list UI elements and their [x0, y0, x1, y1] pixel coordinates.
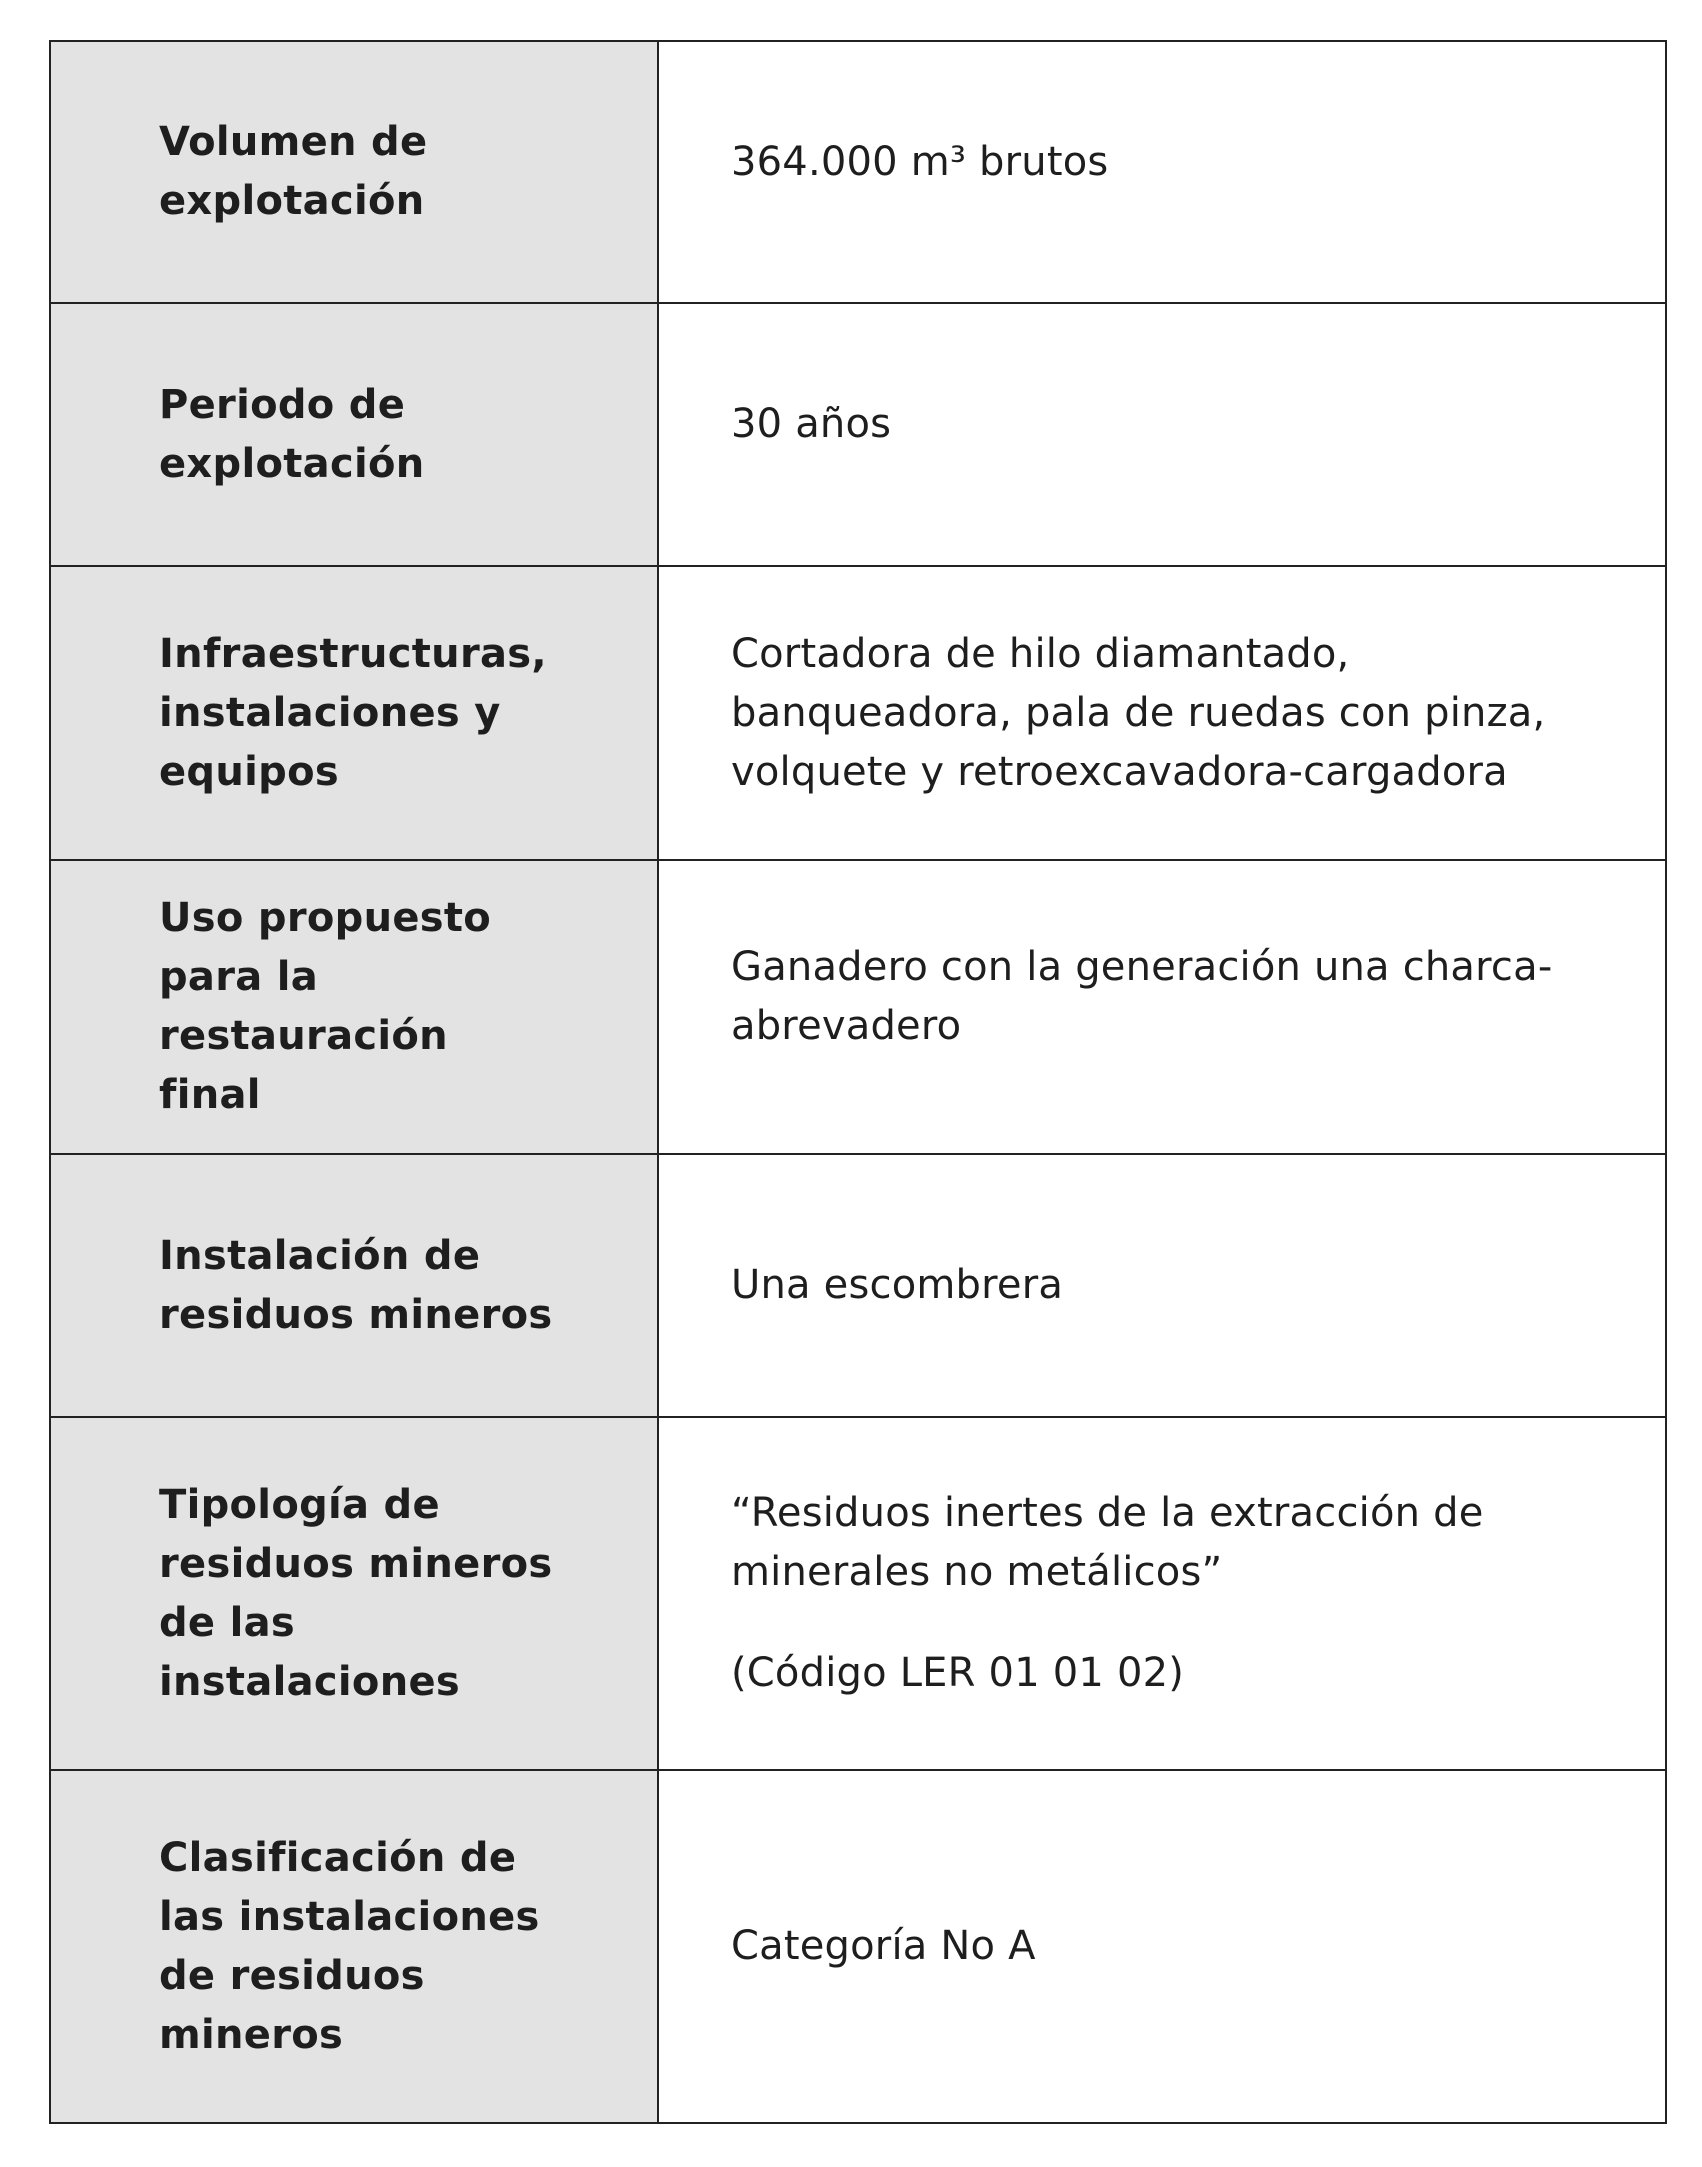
- row-value-text: 30 años: [731, 401, 892, 447]
- row-value-cell: [658, 566, 1666, 860]
- row-value-text: “Residuos inertes de la extracción de minerales no metálicos”: [731, 1490, 1484, 1595]
- row-value: [659, 133, 1665, 192]
- table-row: [50, 1417, 1666, 1770]
- row-value-cell: [658, 303, 1666, 566]
- row-value-cell: [658, 1770, 1666, 2123]
- row-label-cell: [50, 1154, 658, 1417]
- project-summary-table: [49, 40, 1667, 2124]
- row-value-text: Categoría No A: [731, 1923, 1036, 1969]
- row-value: [659, 1917, 1665, 1976]
- row-value-cell: [658, 860, 1666, 1154]
- row-value-text: Una escombrera: [731, 1262, 1064, 1308]
- row-label-cell: [50, 303, 658, 566]
- table-row: [50, 1154, 1666, 1417]
- row-label: Instalación de residuos mineros: [159, 1232, 553, 1338]
- row-value: [659, 625, 1665, 802]
- table-row: [50, 303, 1666, 566]
- table-row: [50, 860, 1666, 1154]
- table-row: [50, 1770, 1666, 2123]
- table-row: [50, 566, 1666, 860]
- row-label: Periodo de explotación: [159, 381, 425, 487]
- row-value-cell: [658, 41, 1666, 303]
- row-label-cell: [50, 41, 658, 303]
- row-label: Volumen de explotación: [159, 119, 428, 224]
- row-value-text: Ganadero con la generación una charca-abrevadero: [731, 944, 1553, 1049]
- row-label-cell: [50, 860, 658, 1154]
- row-value-text: 364.000 m³ brutos: [731, 138, 1109, 185]
- row-value: [659, 1256, 1665, 1315]
- row-label-cell: [50, 1417, 658, 1770]
- row-label: Uso propuesto para la restauración final: [159, 895, 492, 1118]
- row-label: Tipología de residuos mineros de las instalaciones: [159, 1481, 553, 1705]
- row-value: [659, 395, 1665, 454]
- table-row: [50, 41, 1666, 303]
- row-label-cell: [50, 566, 658, 860]
- row-value-cell: [658, 1154, 1666, 1417]
- row-label: Infraestructuras, instalaciones y equipos: [159, 630, 547, 795]
- row-value: [659, 1484, 1665, 1703]
- row-value-note: (Código LER 01 01 02): [731, 1650, 1185, 1696]
- row-value-text: Cortadora de hilo diamantado, banqueadora, pala de ruedas con pinza, volquete y retroexcavadora-cargadora: [731, 630, 1546, 795]
- row-label: Clasificación de las instalaciones de residuos mineros: [159, 1834, 540, 2058]
- row-label-cell: [50, 1770, 658, 2123]
- row-value-cell: [658, 1417, 1666, 1770]
- row-value: [659, 938, 1665, 1056]
